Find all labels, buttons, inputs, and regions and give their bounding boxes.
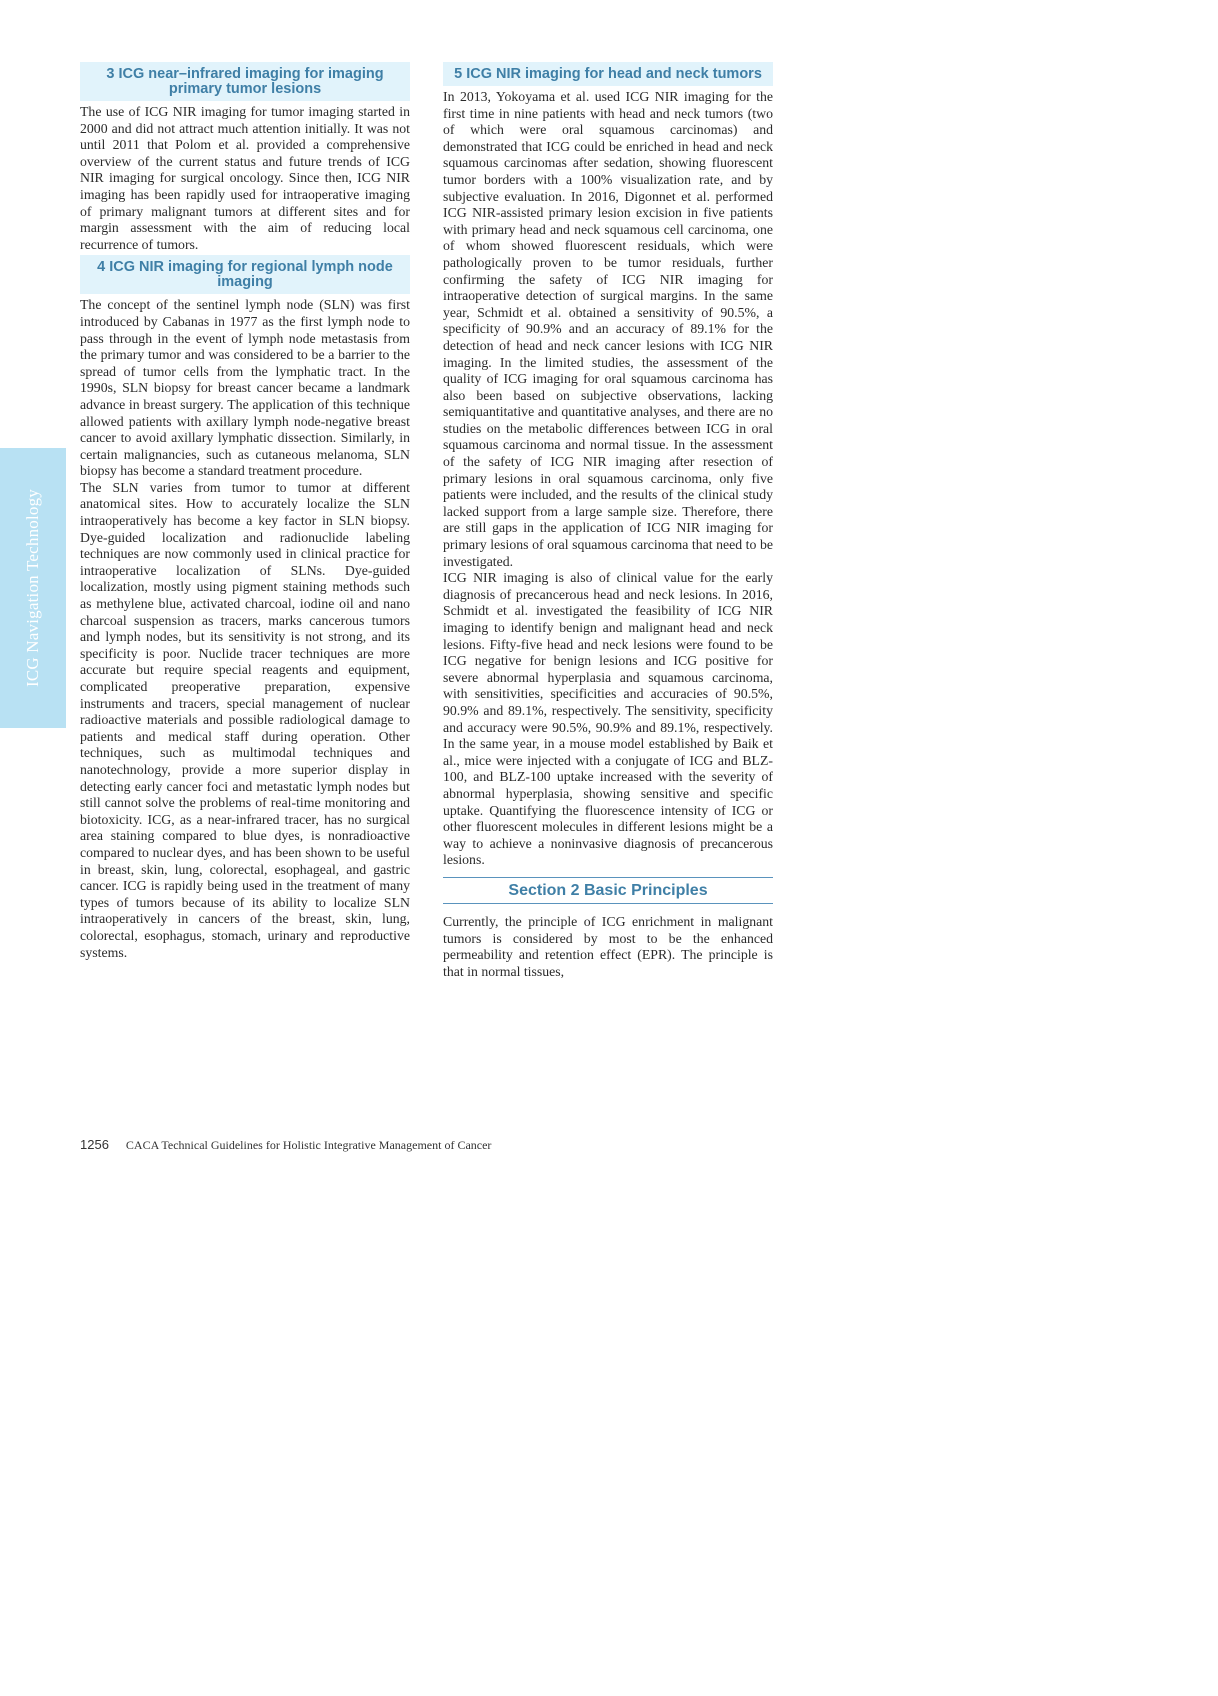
side-tab-label: ICG Navigation Technology xyxy=(23,488,42,688)
page-number: 1256 xyxy=(80,1137,109,1152)
paragraph-5-2: ICG NIR imaging is also of clinical value for the early diagnosis of precancerous head and neck lesions. In 2016, Schmidt et al. investigated the feasibility of ICG NIR imaging to identify benign and malignant head and neck lesions. Fifty-five head and neck lesions were found to be ICG negative for benign lesions and ICG positive for severe abnormal hyperplasia and squamous carcinoma, with sensitivities, specificities and accuracies of 90.5%, 90.9% and 89.1%, respectively. The sensitivity, specificity and accuracy were 90.5%, 90.9% and 89.1%, respectively. In the same year, in a mouse model established by Baik et al., mice were injected with a conjugate of ICG and BLZ-100, and BLZ-100 uptake increased with the severity of abnormal hyperplasia, showing sensitive and specific uptake. Quantifying the fluorescence intensity of ICG or other fluorescent molecules in different lesions might be a way to achieve a noninvasive diagnosis of precancerous lesions. xyxy=(443,570,773,868)
paragraph-4-2: The SLN varies from tumor to tumor at different anatomical sites. How to accurately localize the SLN intraoperatively has become a key factor in SLN biopsy. Dye-guided localization and radionuclide labeling techniques are now commonly used in clinical practice for intraoperative localization of SLNs. Dye-guided localization, mostly using pigment staining methods such as methylene blue, activated charcoal, iodine oil and nano charcoal suspension as tracers, marks cancerous tumors and lymph nodes, but its sensitivity is not strong, and its specificity is poor. Nuclide tracer techniques are more accurate but require special reagents and equipment, complicated preoperative preparation, expensive instruments and tracers, special management of nuclear radioactive materials and possible radiological damage to patients and medical staff during operation. Other techniques, such as multimodal techniques and nanotechnology, provide a more superior display in detecting early cancer foci and metastatic lymph nodes but still cannot solve the problems of real-time monitoring and biotoxicity. ICG, as a near-infrared tracer, has no surgical area staining compared to blue dyes, is nonradioactive compared to nuclear dyes, and has been shown to be useful in breast, skin, lung, colorectal, esophageal, and gastric cancer. ICG is rapidly being used in the treatment of many types of tumors because of its ability to localize SLN intraoperatively in cancers of the breast, skin, lung, colorectal, esophagus, stomach, urinary and reproductive systems. xyxy=(80,479,410,960)
heading-5: 5 ICG NIR imaging for head and neck tumors xyxy=(443,62,773,86)
paragraph-5-1: In 2013, Yokoyama et al. used ICG NIR imaging for the first time in nine patients with head and neck tumors (two of which were oral squamous carcinomas) and demonstrated that ICG could be enriched in head and neck squamous carcinomas after sedation, showing fluorescent tumor borders with a 100% visualization rate, and by subjective evaluation. In 2016, Digonnet et al. performed ICG NIR-assisted primary lesion excision in five patients with primary head and neck squamous cell carcinoma, one of whom showed fluorescent residuals, which were pathologically proven to be tumor residuals, further confirming the safety of ICG NIR imaging for intraoperative detection of surgical margins. In the same year, Schmidt et al. obtained a sensitivity of 90.5%, a specificity of 90.9% and an accuracy of 89.1% for the detection of head and neck cancer lesions with ICG NIR imaging. In the limited studies, the assessment of the quality of ICG imaging for oral squamous carcinoma has also been based on subjective observations, lacking semiquantitative and quantitative analyses, and there are no studies on the metabolic differences between ICG in oral squamous carcinoma and normal tissue. In the assessment of the safety of ICG NIR imaging after resection of primary lesions in oral squamous carcinoma, only five patients were included, and the results of the clinical study lacked support from a large sample size. Therefore, there are still gaps in the application of ICG NIR imaging for primary lesions of oral squamous carcinoma that need to be investigated. xyxy=(443,89,773,569)
paragraph-section2-1: Currently, the principle of ICG enrichment in malignant tumors is considered by most to be the enhanced permeability and retention effect (EPR). The principle is that in normal tissues, xyxy=(443,913,773,979)
right-column xyxy=(443,62,773,980)
left-column xyxy=(80,62,410,961)
book-title: CACA Technical Guidelines for Holistic Integrative Management of Cancer xyxy=(125,1138,492,1152)
paragraph-4-1: The concept of the sentinel lymph node (SLN) was first introduced by Cabanas in 1977 as the first lymph node to pass through in the event of lymph node metastasis from the primary tumor and was considered to be a barrier to the spread of tumor cells from the lymphatic tract. In the 1990s, SLN biopsy for breast cancer became a landmark advance in breast surgery. The application of this technique allowed patients with axillary lymph node-negative breast cancer to avoid axillary lymphatic dissection. Similarly, in certain malignancies, such as cutaneous melanoma, SLN biopsy has become a standard treatment procedure. xyxy=(80,297,410,479)
heading-3: 3 ICG near–infrared imaging for imaging primary tumor lesions xyxy=(80,62,410,101)
heading-4: 4 ICG NIR imaging for regional lymph node imaging xyxy=(80,255,410,294)
side-tab xyxy=(0,448,66,728)
paragraph-3-1: The use of ICG NIR imaging for tumor imaging started in 2000 and did not attract much attention initially. It was not until 2011 that Polom et al. provided a comprehensive overview of the current status and future trends of ICG NIR imaging for surgical oncology. Since then, ICG NIR imaging has been rapidly used for intraoperative imaging of primary malignant tumors at different sites and for margin assessment with the aim of reducing local recurrence of tumors. xyxy=(80,104,410,252)
page-footer xyxy=(80,1137,491,1153)
section-title: Section 2 Basic Principles xyxy=(443,877,773,904)
